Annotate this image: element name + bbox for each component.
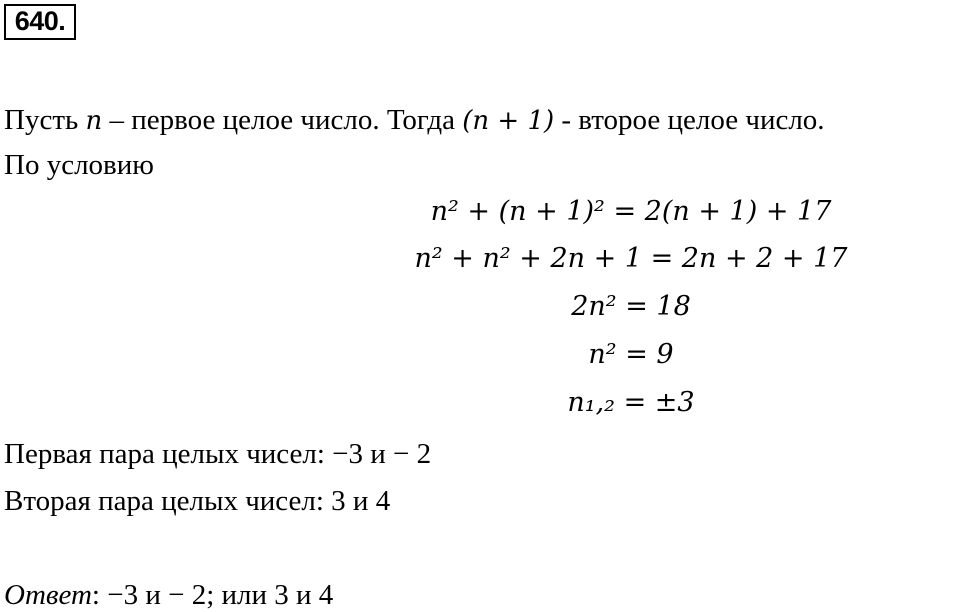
problem-number: 640. bbox=[4, 4, 76, 40]
intro-text-2: – первое целое число. Тогда bbox=[102, 104, 463, 136]
equation-4: n² = 9 bbox=[588, 339, 674, 370]
intro-text-1: Пусть bbox=[4, 104, 86, 136]
equation-2: n² + n² + 2n + 1 = 2n + 2 + 17 bbox=[414, 243, 848, 274]
equation-5: n₁,₂ = ±3 bbox=[567, 387, 695, 418]
intro-text-3: - второе целое число. bbox=[554, 104, 825, 136]
condition-line: По условию bbox=[4, 149, 154, 181]
intro-variable: n bbox=[85, 106, 103, 136]
second-pair-line: Вторая пара целых чисел: 3 и 4 bbox=[4, 485, 391, 517]
answer-line bbox=[4, 578, 333, 612]
answer-label: Ответ bbox=[4, 579, 92, 611]
equation-1: n² + (n + 1)² = 2(n + 1) + 17 bbox=[430, 196, 832, 227]
intro-line bbox=[4, 103, 825, 138]
intro-expression: (n + 1) bbox=[462, 106, 555, 136]
first-pair-line: Первая пара целых чисел: −3 и − 2 bbox=[4, 438, 432, 470]
answer-text: : −3 и − 2; или 3 и 4 bbox=[91, 579, 334, 611]
equation-3: 2n² = 18 bbox=[571, 291, 691, 322]
